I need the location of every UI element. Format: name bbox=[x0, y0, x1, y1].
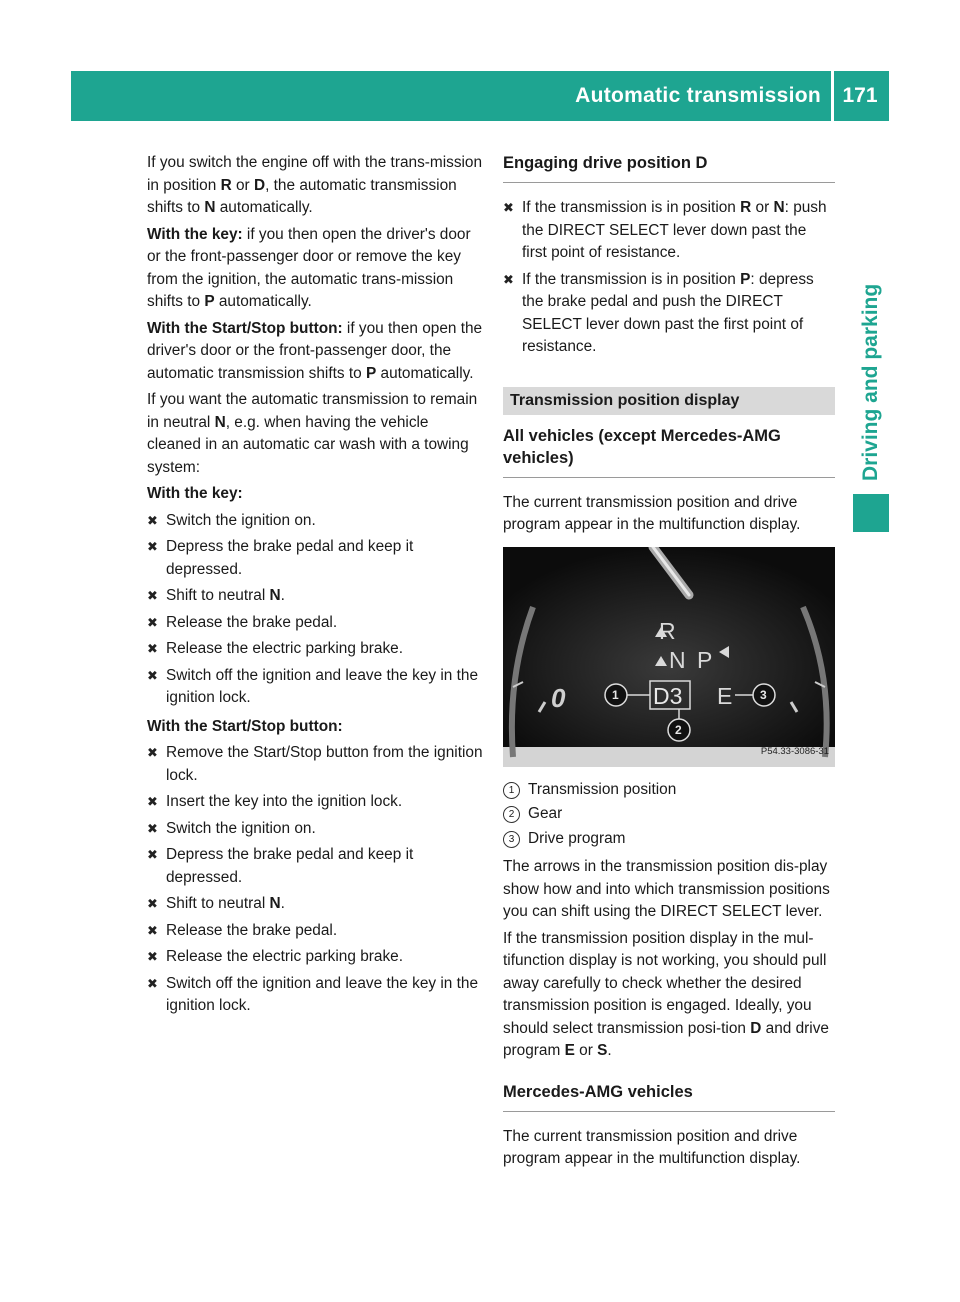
paragraph-current-display: The current transmission position and drive program appear in the multifunction display. bbox=[503, 493, 801, 533]
side-tab-marker bbox=[853, 494, 889, 532]
step-arrow-icon: ✖ bbox=[147, 820, 158, 836]
legend-item: 3 Drive program bbox=[503, 828, 835, 851]
paragraph-engine-off: If you switch the engine off with the trans-mission in position R or D, the automatic transmission shifts to N automatically. bbox=[147, 154, 483, 216]
step: ✖ If the transmission is in position R or N: push the DIRECT SELECT lever down past the first point of resistance. bbox=[503, 199, 827, 261]
header-bar bbox=[71, 71, 889, 121]
heading-amg-vehicles: Mercedes-AMG vehicles bbox=[503, 1081, 835, 1112]
paragraph-not-working: If the transmission position display in the mul-tifunction display is not working, you should pull away carefully to check whether the desired transmission position is engaged. Ideally, you should select transmission posi-tion D and drive program E or S. bbox=[503, 929, 829, 1059]
section-box-heading: Transmission position display bbox=[503, 387, 835, 415]
step: ✖ If the transmission is in position P: depress the brake pedal and push the DIRECT SELECT lever down past the first point of resistance. bbox=[503, 270, 814, 355]
paragraph-arrows: The arrows in the transmission position dis-play show how and into which transmission positions you can shift using the DIRECT SELECT lever. bbox=[503, 858, 830, 920]
paragraph-with-key: With the key: if you then open the driver's door or the front-passenger door or remove the key from the ignition, the automatic trans-mission shifts to P automatically. bbox=[147, 225, 471, 310]
heading-engaging-drive: Engaging drive position D bbox=[503, 152, 835, 183]
step-arrow-icon: ✖ bbox=[147, 896, 158, 911]
step: ✖ Switch the ignition on. bbox=[147, 510, 483, 533]
paragraph-neutral: If you want the automatic transmission to remain in neutral N, e.g. when having the vehicle cleaned in an automatic car wash with a towing system: bbox=[147, 391, 478, 476]
cluster-graphic bbox=[503, 547, 835, 767]
instrument-cluster-figure bbox=[503, 547, 835, 767]
step: ✖ Release the electric parking brake. bbox=[147, 638, 483, 661]
speed-label: 0 bbox=[551, 682, 566, 713]
step-arrow-icon: ✖ bbox=[147, 794, 158, 809]
gear-label-n: N bbox=[669, 646, 686, 673]
step: ✖ Release the electric parking brake. bbox=[147, 946, 483, 969]
callout-1: 1 bbox=[612, 687, 619, 702]
step-arrow-icon: ✖ bbox=[147, 745, 158, 760]
gear-label-d3: D3 bbox=[653, 682, 683, 709]
step: ✖ Shift to neutral N. bbox=[147, 585, 483, 608]
page-number: 171 bbox=[842, 84, 878, 107]
step-arrow-icon: ✖ bbox=[503, 271, 514, 287]
callout-3: 3 bbox=[760, 687, 767, 702]
step-arrow-icon: ✖ bbox=[147, 539, 158, 554]
paragraph-current-display-amg: The current transmission position and drive program appear in the multifunction display. bbox=[503, 1127, 801, 1167]
figure-caption: P54.33-3086-31 bbox=[760, 746, 829, 757]
step: ✖ Insert the key into the ignition lock. bbox=[147, 791, 483, 814]
paragraph-with-start-stop: With the Start/Stop button: if you then open the driver's door or the front-passenger door, the automatic transmission shifts to P automatically. bbox=[147, 319, 483, 382]
step: ✖ Switch off the ignition and leave the key in the ignition lock. bbox=[147, 974, 479, 1014]
step: ✖ Release the brake pedal. bbox=[147, 612, 483, 635]
subheading-with-key: With the key: bbox=[147, 485, 243, 502]
drive-program-label: E bbox=[717, 682, 733, 709]
step: ✖ Shift to neutral N. bbox=[147, 893, 483, 916]
step: ✖ Release the brake pedal. bbox=[147, 920, 483, 943]
step-arrow-icon: ✖ bbox=[147, 667, 158, 683]
legend-item: 1 Transmission position bbox=[503, 779, 835, 802]
step-arrow-icon: ✖ bbox=[147, 614, 158, 630]
legend-item: 2 Gear bbox=[503, 803, 835, 826]
step-arrow-icon: ✖ bbox=[147, 512, 158, 528]
heading-all-vehicles: All vehicles (except Mercedes-AMG vehicles) bbox=[503, 425, 835, 478]
legend-number: 3 bbox=[503, 831, 520, 848]
subheading-with-start-stop: With the Start/Stop button: bbox=[147, 717, 343, 735]
callout-2: 2 bbox=[675, 722, 682, 737]
step: ✖ Switch the ignition on. bbox=[147, 818, 483, 841]
step: ✖ Switch off the ignition and leave the key in the ignition lock. bbox=[147, 666, 479, 706]
step-arrow-icon: ✖ bbox=[147, 847, 158, 862]
step: ✖ Remove the Start/Stop button from the ignition lock. bbox=[147, 744, 483, 784]
step-arrow-icon: ✖ bbox=[147, 949, 158, 964]
step-arrow-icon: ✖ bbox=[147, 641, 158, 656]
step-arrow-icon: ✖ bbox=[147, 588, 158, 603]
legend-number: 2 bbox=[503, 806, 520, 823]
step-arrow-icon: ✖ bbox=[147, 975, 158, 991]
side-tab-label: Driving and parking bbox=[859, 283, 882, 481]
step-arrow-icon: ✖ bbox=[147, 922, 158, 938]
step: ✖ Depress the brake pedal and keep it depressed. bbox=[147, 846, 414, 886]
header-title: Automatic transmission bbox=[575, 84, 821, 107]
left-column bbox=[147, 152, 483, 1022]
right-column bbox=[503, 152, 835, 1175]
header-separator bbox=[831, 71, 834, 121]
step-arrow-icon: ✖ bbox=[503, 200, 514, 215]
legend-number: 1 bbox=[503, 782, 520, 799]
step: ✖ Depress the brake pedal and keep it depressed. bbox=[147, 538, 414, 578]
gear-label-r: R bbox=[659, 617, 676, 644]
gear-label-p: P bbox=[697, 646, 713, 673]
